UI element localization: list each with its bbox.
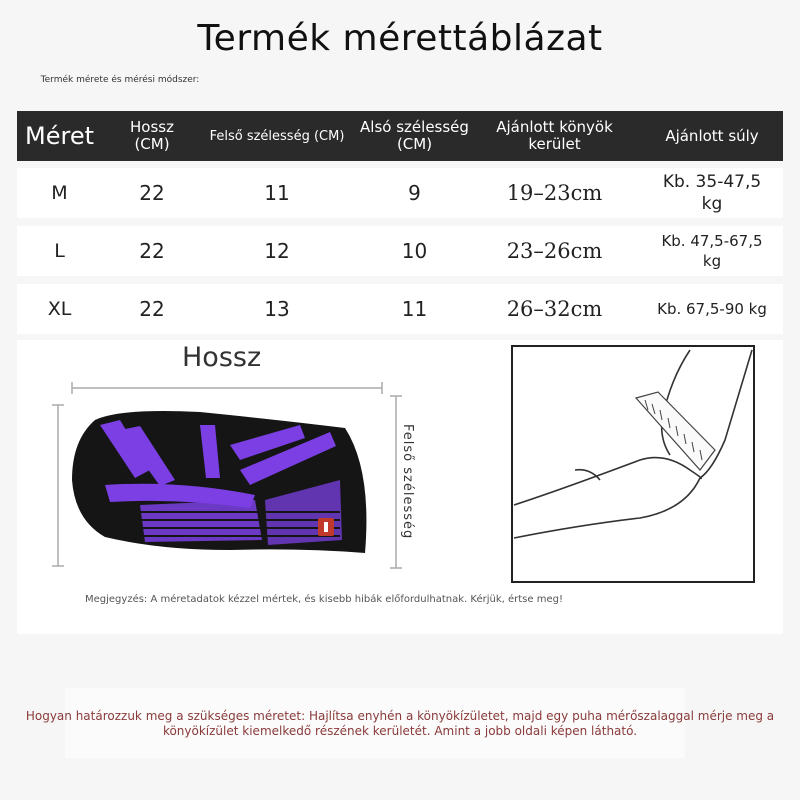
howto-text: Hogyan határozzuk meg a szükséges méretet: Hajlítsa enyhén a könyökízületet, majd egy puha mérőszalaggal mérje meg a könyökízület kiemelkedő részének kerületét. Amint a jobb oldali képen látható. [25,709,775,738]
row-upper-width: 11 [264,181,290,205]
header-weight: Ajánlott súly [665,126,759,145]
row-length: 22 [139,297,165,321]
method-note: Termék mérete és mérési módszer: [40,75,200,85]
row-lower-width: 11 [401,297,428,321]
table-header-row [17,111,783,161]
header-upper-width: Felső szélesség (CM) [209,128,345,144]
row-upper-width: 13 [264,297,290,321]
row-size: XL [47,298,72,320]
row-length: 22 [139,239,165,263]
header-lower-width: Alsó szélesség (CM) [360,118,469,153]
row-upper-width: 12 [264,239,290,263]
row-circumference: 19–23cm [506,181,603,205]
table-row [17,284,783,334]
header-size: Méret [25,121,94,150]
row-circumference: 23–26cm [506,239,603,263]
header-length: Hossz (CM) [130,118,174,153]
page-title: Termék mérettáblázat [197,18,603,59]
row-weight: Kb. 47,5-67,5 kg [661,232,763,270]
upper-width-label: Felső szélesség [400,424,415,540]
header-circumference: Ajánlott könyök kerület [496,118,613,153]
row-circumference: 26–32cm [506,297,603,321]
row-size: L [54,240,65,262]
length-label: Hossz [182,342,262,373]
row-length: 22 [139,181,165,205]
row-weight: Kb. 35-47,5 kg [662,172,762,214]
measurement-note: Megjegyzés: A méretadatok kézzel mértek, és kisebb hibák előfordulhatnak. Kérjük, értse meg! [85,594,563,605]
table-row [17,168,783,218]
row-lower-width: 10 [401,239,428,263]
row-weight: Kb. 67,5-90 kg [657,300,767,318]
row-size: M [51,182,68,204]
table-row [17,226,783,276]
row-lower-width: 9 [408,181,421,205]
